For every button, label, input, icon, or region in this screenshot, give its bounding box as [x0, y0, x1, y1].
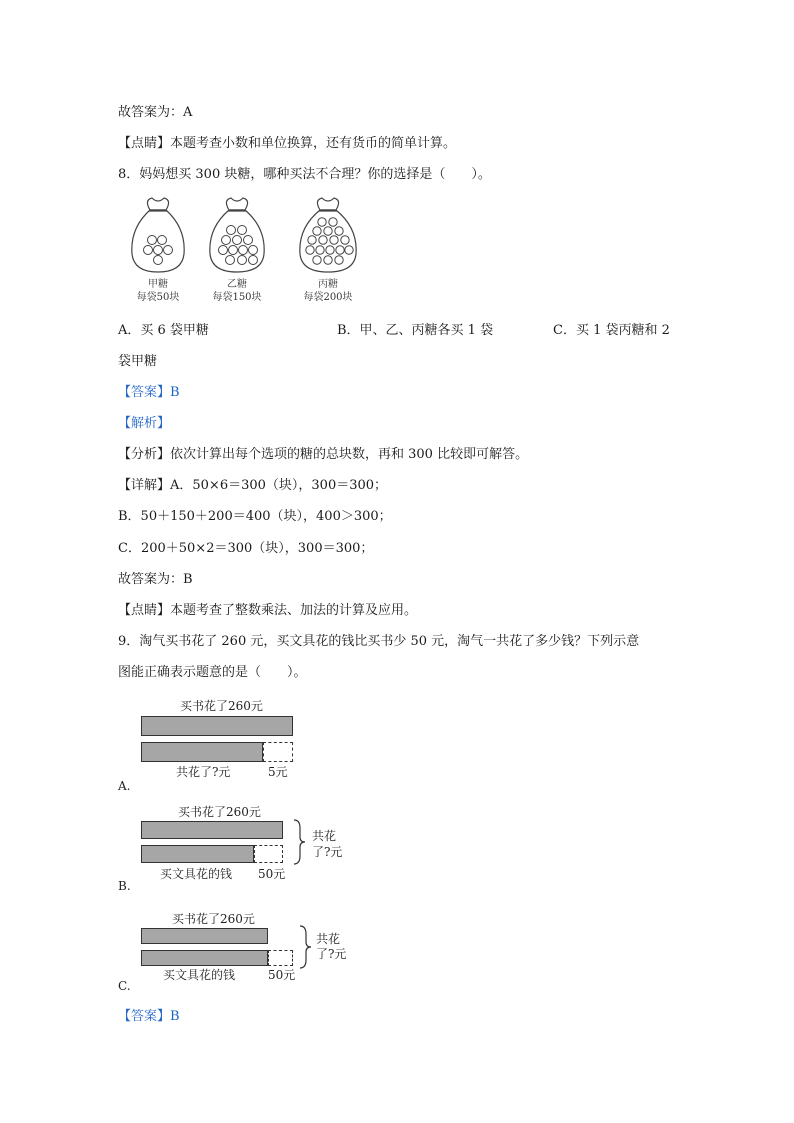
- diagram-c-diff-label: 50元: [268, 968, 296, 982]
- q8-option-c: C．买 1 袋丙糖和 2: [553, 323, 670, 338]
- diagram-c-top-label: 买书花了260元: [172, 912, 255, 926]
- q9-question-line-1: 9．淘气买书花了 260 元，买文具花的钱比买书少 50 元，淘气一共花了多少钱？下列示意: [118, 634, 640, 649]
- q8-answer-line: 故答案为：B: [118, 572, 193, 587]
- q8-option-b: B．甲、乙、丙糖各买 1 袋: [337, 323, 494, 338]
- q8-detail-3: C．200＋50×2＝300（块），300＝300；: [118, 541, 374, 556]
- diagram-a-bottom-label: 共花了?元: [176, 765, 231, 779]
- diagram-b-top-label: 买书花了260元: [178, 805, 261, 819]
- q8-analysis: 【分析】依次计算出每个选项的糖的总块数，再和 300 比较即可解答。: [118, 447, 529, 462]
- diagram-c-total-line-1: 共花: [316, 932, 341, 946]
- q8-option-c-cont: 袋甲糖: [118, 354, 158, 369]
- q8-question: 8．妈妈想买 300 块糖，哪种买法不合理？你的选择是（ ）。: [118, 167, 491, 182]
- diagram-a-diff-label: 5元: [268, 765, 288, 779]
- q8-option-a: A．买 6 袋甲糖: [118, 323, 209, 338]
- diagram-c-total-line-2: 了?元: [316, 947, 347, 961]
- diagram-c-letter: C.: [118, 979, 131, 993]
- bag-yi-name: 乙糖: [227, 279, 247, 290]
- diagram-a-letter: A.: [118, 779, 131, 793]
- q7-comment: 【点睛】本题考查小数和单位换算，还有货币的简单计算。: [118, 136, 457, 151]
- bag-jia-desc: 每袋50块: [136, 292, 180, 303]
- q8-detail-2: B．50＋150＋200＝400（块），400＞300；: [118, 509, 392, 524]
- bag-bing-name: 丙糖: [318, 279, 338, 290]
- diagram-b-total-line-1: 共花: [312, 829, 337, 843]
- diagram-a-diff-box: [263, 742, 293, 762]
- diagram-c-stationery-bar: [141, 950, 268, 966]
- diagram-b-total-line-2: 了?元: [312, 845, 343, 859]
- bag-bing-desc: 每袋200块: [303, 292, 353, 303]
- q8-comment: 【点睛】本题考查了整数乘法、加法的计算及应用。: [118, 603, 418, 618]
- candy-bag-bing-icon: [296, 196, 360, 276]
- diagram-c-book-bar: [141, 928, 268, 944]
- diagram-c-brace-icon: [298, 924, 312, 970]
- q8-answer-tag: 【答案】B: [118, 385, 180, 400]
- candy-bag-yi-icon: [206, 196, 268, 276]
- diagram-b-stationery-bar: [141, 845, 254, 863]
- diagram-b-book-bar: [141, 821, 283, 839]
- q7-answer-line: 故答案为：A: [118, 105, 193, 120]
- candy-bag-jia-icon: [128, 196, 188, 276]
- diagram-a-stationery-bar: [141, 742, 263, 762]
- q8-detail-1: 【详解】A．50×6＝300（块），300＝300；: [118, 478, 388, 493]
- diagram-c-bottom-label: 买文具花的钱: [163, 968, 236, 982]
- bag-jia-name: 甲糖: [148, 279, 168, 290]
- diagram-a-top-label: 买书花了260元: [180, 699, 263, 713]
- diagram-b-diff-box: [254, 845, 283, 863]
- bag-yi-desc: 每袋150块: [212, 292, 262, 303]
- diagram-b-diff-label: 50元: [258, 867, 286, 881]
- diagram-c-diff-box: [268, 950, 293, 966]
- q9-answer-tag: 【答案】B: [118, 1009, 180, 1024]
- diagram-b-bottom-label: 买文具花的钱: [160, 867, 233, 881]
- diagram-b-brace-icon: [292, 818, 306, 866]
- q8-analysis-tag: 【解析】: [118, 416, 171, 431]
- diagram-b-letter: B.: [118, 879, 131, 893]
- q9-question-line-2: 图能正确表示题意的是（ ）。: [118, 665, 307, 680]
- diagram-a-book-bar: [141, 716, 293, 736]
